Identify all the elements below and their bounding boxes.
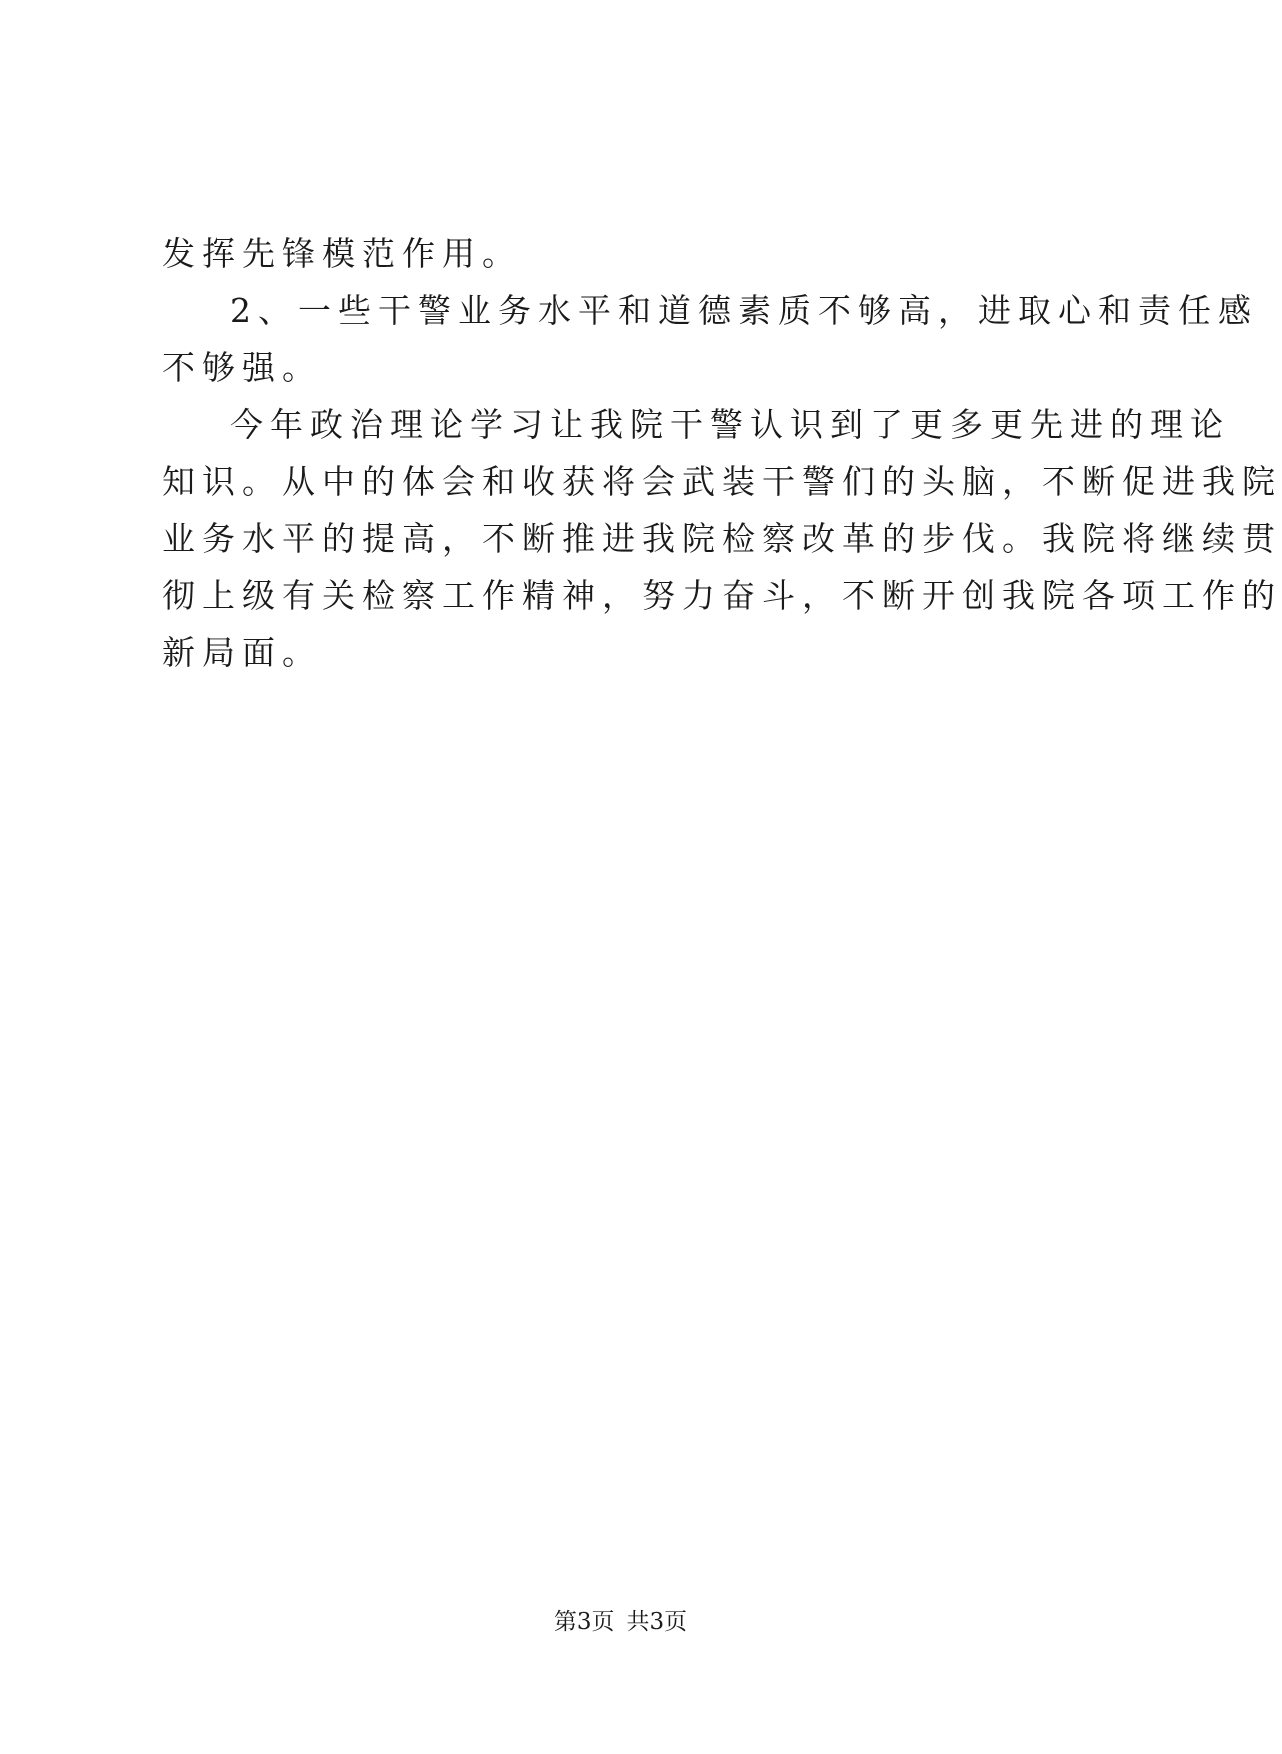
- text-line: 知识。从中的体会和收获将会武装干警们的头脑，不断促进我院: [162, 462, 1282, 501]
- text-line: 2、一些干警业务水平和道德素质不够高，进取心和责任感: [230, 291, 1258, 330]
- text-line: 不够强。: [162, 348, 322, 387]
- text-line: 今年政治理论学习让我院干警认识到了更多更先进的理论: [230, 405, 1230, 444]
- text-line: 新局面。: [162, 633, 322, 672]
- page-total: 共3页: [626, 1609, 688, 1635]
- text-line: 彻上级有关检察工作精神，努力奋斗，不断开创我院各项工作的: [162, 576, 1282, 615]
- text-line: 发挥先锋模范作用。: [162, 234, 522, 273]
- page-number: 第3页: [553, 1609, 615, 1635]
- page-footer: [0, 1607, 1241, 1637]
- text-line: 业务水平的提高，不断推进我院检察改革的步伐。我院将继续贯: [162, 519, 1282, 558]
- document-body: [162, 225, 1282, 681]
